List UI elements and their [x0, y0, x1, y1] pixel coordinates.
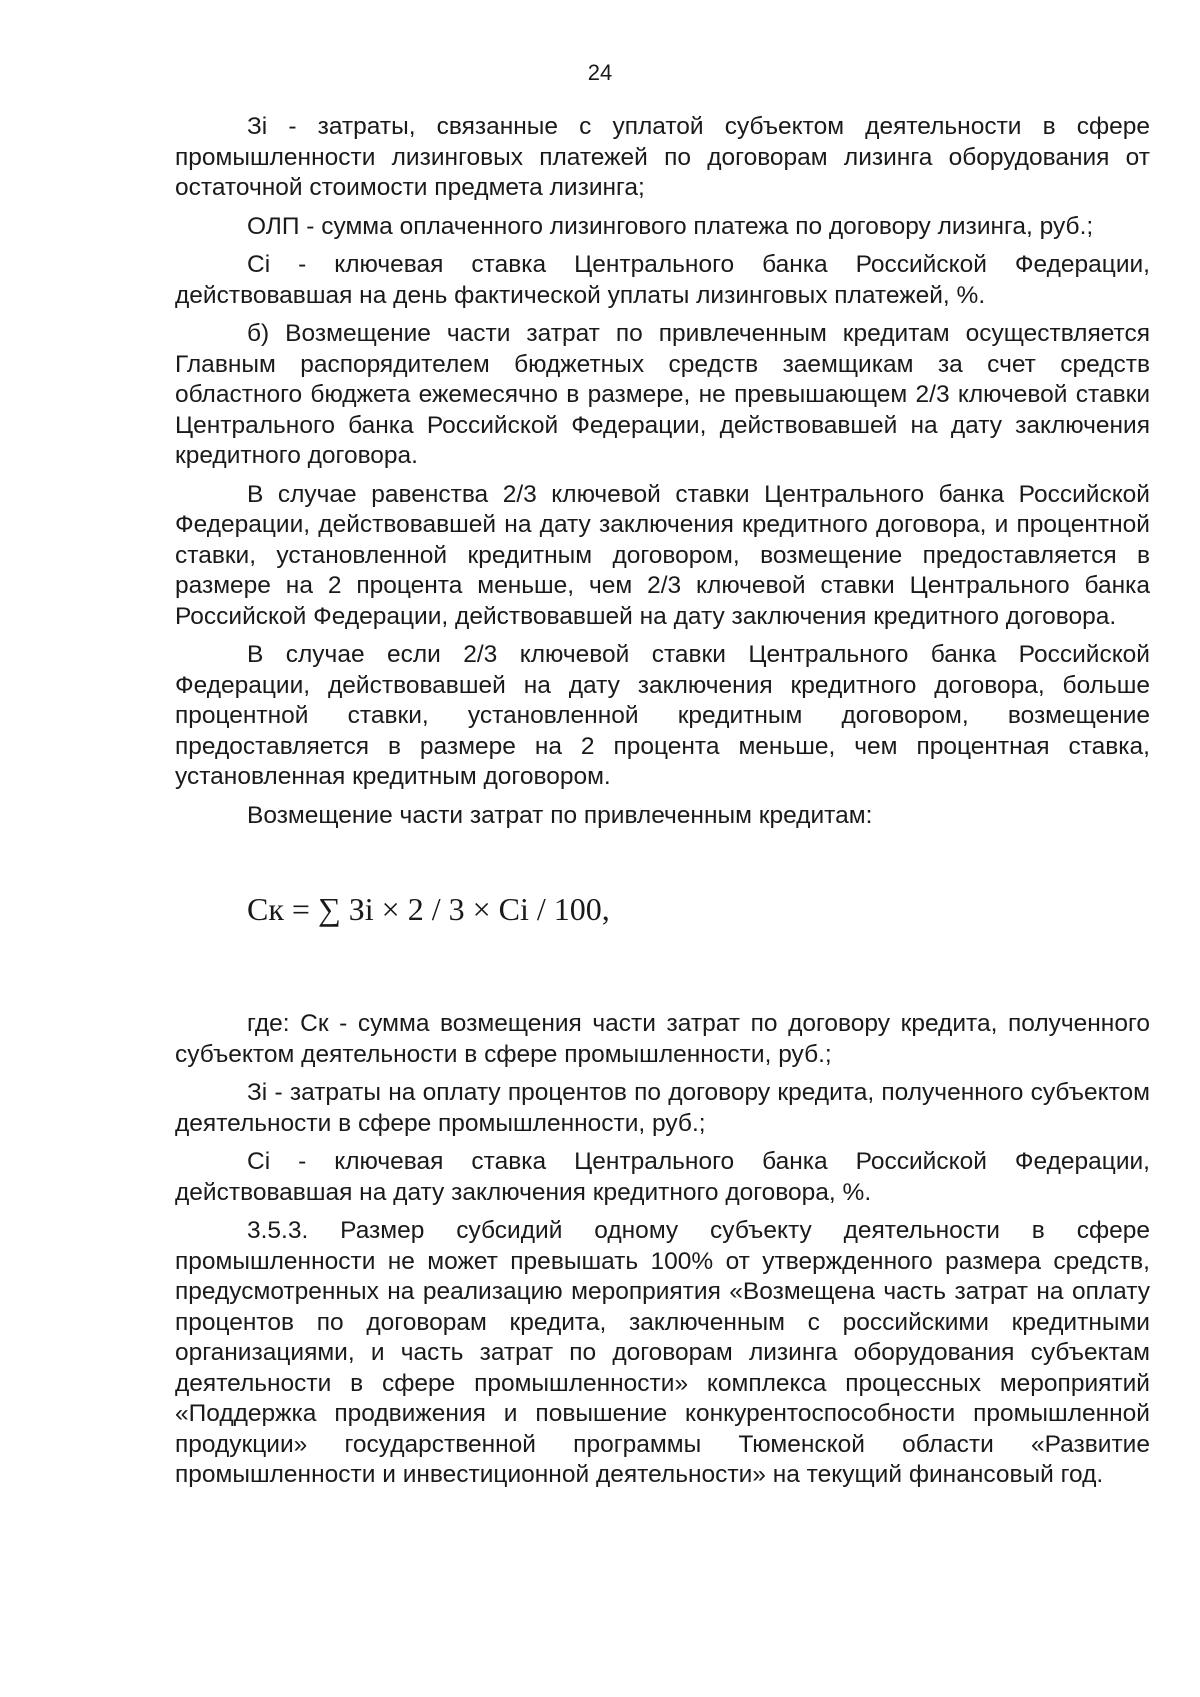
paragraph-3-5-3-subsidy-limit: 3.5.3. Размер субсидий одному субъекту деятельности в сфере промышленности не может превышать 100% от утвержденного размера средств, предусмотренных на реализацию мероприятия «Возмещена часть затрат на оплату процентов по договорам кредита, заключенным с российскими кредитными организациями, и часть затрат по договорам лизинга оборудования субъектам деятельности в сфере промышленности» комплекса процессных мероприятий «Поддержка продвижения и повышение конкурентоспособности промышленной продукции» государственной программы Тюменской области «Развитие промышленности и инвестиционной деятельности» на текущий финансовый год.: [175, 1217, 1150, 1488]
formula-text: Ск = ∑ Зi × 2 / 3 × Ci / 100,: [247, 891, 610, 927]
paragraph-ci-credit-definition: Ci - ключевая ставка Центрального банка Российской Федерации, действовавшая на дату заключения кредитного договора, %.: [175, 1148, 1150, 1206]
paragraph-zi-credit-definition: Зi - затраты на оплату процентов по договору кредита, полученного субъектом деятельности в сфере промышленности, руб.;: [175, 1079, 1150, 1137]
credit-compensation-formula: [175, 869, 1150, 979]
paragraph-zi-leasing-definition: Зi - затраты, связанные с уплатой субъектом деятельности в сфере промышленности лизинговых платежей по договорам лизинга оборудования от остаточной стоимости предмета лизинга;: [175, 113, 1150, 201]
paragraph-ci-leasing-definition: Ci - ключевая ставка Центрального банка Российской Федерации, действовавшая на день фактической уплаты лизинговых платежей, %.: [175, 251, 1150, 309]
paragraph-ck-definition: где: Ск - сумма возмещения части затрат по договору кредита, полученного субъектом деятельности в сфере промышленности, руб.;: [175, 1010, 1150, 1068]
page-number: 24: [587, 60, 613, 85]
paragraph-olp-definition: ОЛП - сумма оплаченного лизингового платежа по договору лизинга, руб.;: [247, 212, 1094, 240]
document-body: [175, 112, 1150, 1499]
paragraph-greater-rate-case: В случае если 2/3 ключевой ставки Центрального банка Российской Федерации, действовавшей на дату заключения кредитного договора, больше процентной ставки, установленной кредитным договором, возмещение предоставляется в размере на 2 процента меньше, чем процентная ставка, установленная кредитным договором.: [175, 641, 1150, 790]
paragraph-formula-intro: Возмещение части затрат по привлеченным кредитам:: [247, 801, 873, 829]
paragraph-equal-rates-case: В случае равенства 2/3 ключевой ставки Центрального банка Российской Федерации, действовавшей на дату заключения кредитного договора, и процентной ставки, установленной кредитным договором, возмещение предоставляется в размере на 2 процента меньше, чем 2/3 ключевой ставки Центрального банка Российской Федерации, действовавшей на дату заключения кредитного договора.: [175, 480, 1150, 630]
paragraph-b-credit-compensation: б) Возмещение части затрат по привлеченным кредитам осуществляется Главным распорядителем бюджетных средств заемщикам за счет средств областного бюджета ежемесячно в размере, не превышающем 2/3 ключевой ставки Центрального банка Российской Федерации, действовавшей на дату заключения кредитного договора.: [175, 320, 1150, 469]
